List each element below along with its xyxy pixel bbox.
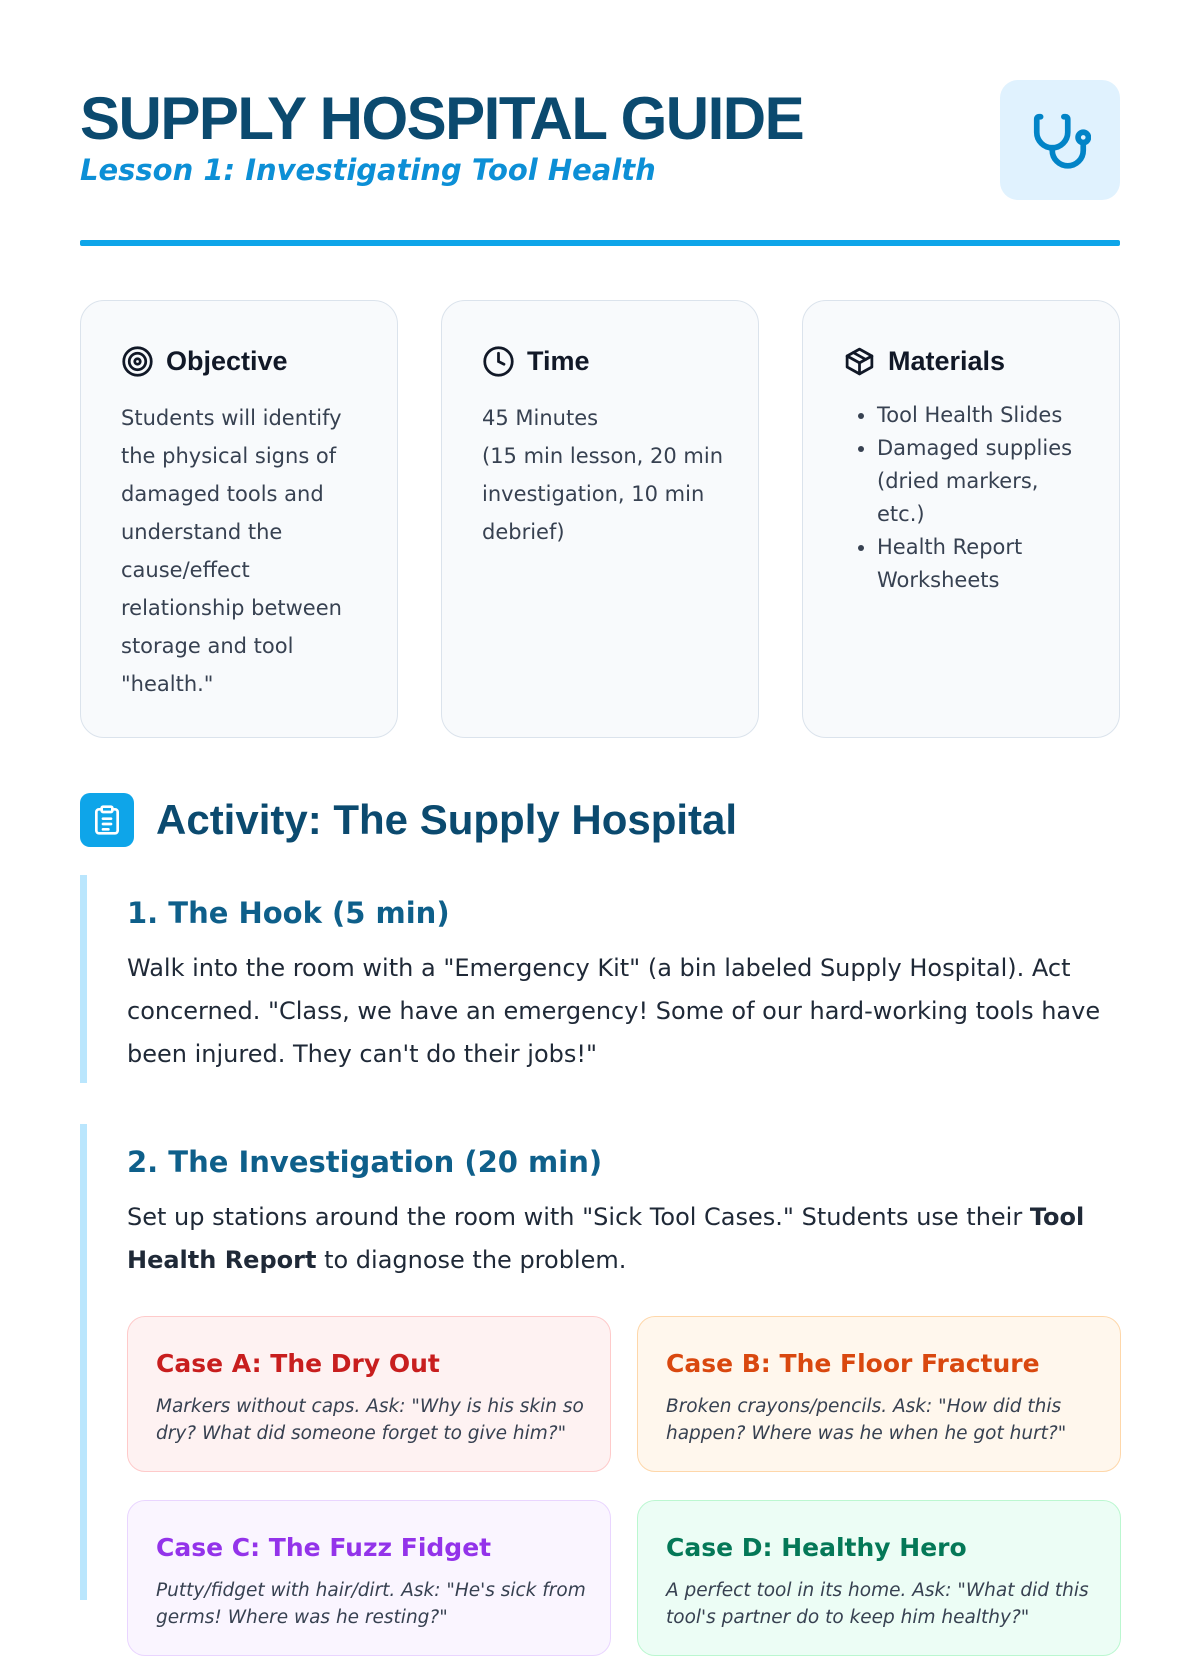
investigation-text-highlight: Tool Health Report [127,1203,1085,1274]
target-icon [121,345,154,378]
case-card-a [127,1316,611,1472]
case-c-title: Case C: The Fuzz Fidget [156,1533,492,1562]
activity-icon-badge [80,793,134,847]
hook-title: 1. The Hook (5 min) [127,896,450,930]
materials-list [843,399,1085,597]
hook-text: Walk into the room with a "Emergency Kit" (a bin labeled Supply Hospital). Act concerned. "Class, we have an emergency! Some of our hard-working tools have been injured. They can't do their jobs!" [127,954,1101,1068]
materials-card [802,300,1120,738]
box-icon [843,345,876,378]
list-item: • Damaged supplies (dried markers, etc.) [877,432,1085,531]
objective-title: Objective [166,345,288,376]
case-a-text: Markers without caps. Ask: "Why is his skin so dry? What did someone forget to give him?" [156,1396,584,1444]
time-duration: 45 Minutes [482,406,599,430]
case-c-text: Putty/fidget with hair/dirt. Ask: "He's sick from germs! Where was he resting?" [156,1580,586,1628]
investigation-text-intro: Set up stations around the room with "Sick Tool Cases." Students use their [127,1203,1030,1231]
case-card-b [637,1316,1121,1472]
objective-card [80,300,398,738]
time-breakdown: (15 min lesson, 20 min investigation, 10 min debrief) [482,444,724,544]
materials-title: Materials [888,345,1006,376]
investigation-text-outro: to diagnose the problem. [316,1246,627,1274]
list-item: • Tool Health Slides [877,399,1085,432]
time-title: Time [527,345,590,376]
case-grid [127,1316,1120,1656]
time-card [441,300,759,738]
case-b-title: Case B: The Floor Fracture [666,1349,1040,1378]
objective-card-header [121,341,363,381]
activity-header [80,793,1120,847]
case-d-title: Case D: Healthy Hero [666,1533,967,1562]
case-b-text: Broken crayons/pencils. Ask: "How did this happen? Where was he when he got hurt?" [666,1396,1067,1444]
header-divider [80,240,1120,246]
clipboard-icon [91,804,123,836]
objective-text: Students will identify the physical signs of damaged tools and understand the cause/effect relationship between storage and tool "health." [121,406,342,696]
activity-title: Activity: The Supply Hospital [156,796,738,843]
time-card-header [482,341,724,381]
header [80,78,1120,198]
info-cards [80,300,1120,740]
list-item: • Health Report Worksheets [877,531,1085,597]
materials-card-header [843,341,1085,381]
case-a-title: Case A: The Dry Out [156,1349,440,1378]
hook-section [80,875,1120,1083]
case-card-c [127,1500,611,1656]
page-title: SUPPLY HOSPITAL GUIDE [80,85,804,152]
case-card-d [637,1500,1121,1656]
case-d-text: A perfect tool in its home. Ask: "What did this tool's partner do to keep him healthy?" [666,1580,1089,1628]
lesson-page [80,0,1120,1628]
logo-badge [1000,80,1120,200]
clock-icon [482,345,515,378]
investigation-text [127,1196,1120,1282]
investigation-section [80,1124,1120,1628]
stethoscope-icon [1029,109,1091,171]
investigation-title: 2. The Investigation (20 min) [127,1145,603,1179]
page-subtitle: Lesson 1: Investigating Tool Health [80,153,656,187]
